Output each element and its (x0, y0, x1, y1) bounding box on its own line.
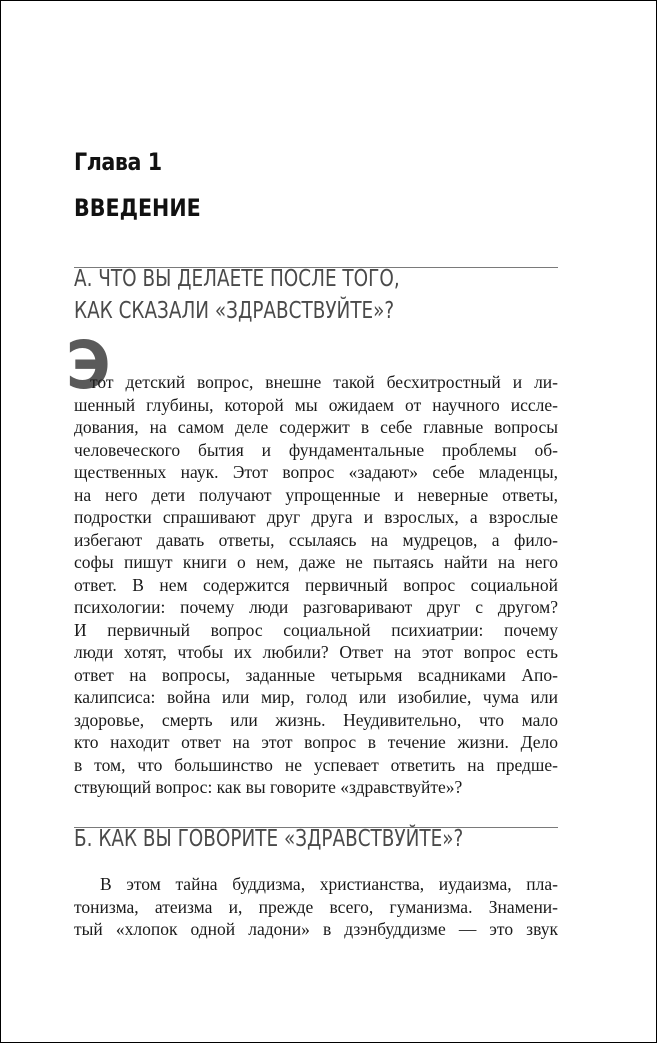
text-line: подростки спрашивают друг друга и взрослых, а взрослые (74, 507, 558, 527)
section-b-title: Б. КАК ВЫ ГОВОРИТЕ «ЗДРАВСТВУЙТЕ»? (74, 826, 464, 852)
text-line: дования, на самом деле содержит в себе главные вопросы (74, 417, 558, 437)
text-line: избегают давать ответы, ссылаясь на мудрецов, а фило- (74, 529, 558, 550)
text-line: И первичный вопрос социальной психиатрии: почему (74, 619, 558, 640)
text-line: ответ на вопросы, заданные четырьмя всадниками Апо- (74, 664, 558, 685)
text-line: тонизма, атеизма и, прежде всего, гуманизма. Знамени- (74, 896, 558, 917)
text-line: здоровье, смерть или жизнь. Неудивительно, что мало (74, 709, 558, 730)
text-line: люди хотят, чтобы их любили? Ответ на этот вопрос есть (74, 642, 558, 662)
text-line: ствующий вопрос: как вы говорите «здравствуйте»? (74, 777, 463, 797)
section-a-title-line2: КАК СКАЗАЛИ «ЗДРАВСТВУЙТЕ»? (74, 298, 395, 324)
text-line: тот детский вопрос, внешне такой бесхитростный и ли- (90, 372, 558, 392)
text-line: шенный глубины, которой мы ожидаем от научного иссле- (74, 394, 558, 415)
text-line: ответ. В нем содержится первичный вопрос социальной (74, 574, 558, 595)
section-a-title-line1: А. ЧТО ВЫ ДЕЛАЕТЕ ПОСЛЕ ТОГО, (74, 266, 400, 292)
text-line: кто находит ответ на этот вопрос в течение жизни. Дело (74, 732, 558, 752)
text-line: щественных наук. Этот вопрос «задают» себе младенцы, (74, 462, 558, 482)
text-line: на него дети получают упрощенные и неверные ответы, (74, 484, 558, 505)
text-line: тый «хлопок одной ладони» в дзэнбуддизме — это звук (74, 919, 558, 939)
text-line: В этом тайна буддизма, христианства, иудаизма, пла- (100, 874, 558, 894)
chapter-number: Глава 1 (74, 148, 162, 176)
section-b-body (74, 873, 558, 941)
chapter-title: ВВЕДЕНИЕ (74, 194, 201, 222)
text-line: человеческого бытия и фундаментальные проблемы об- (74, 439, 558, 460)
text-line: в том, что большинство не успевает ответить на предше- (74, 754, 558, 775)
text-line: калипсиса: война или мир, голод или изобилие, чума или (74, 687, 558, 707)
text-line: софы пишут книги о нем, даже не пытаясь найти на него (74, 552, 558, 572)
drop-cap: Э (66, 327, 111, 404)
section-a-body (74, 371, 558, 799)
text-line: психологии: почему люди разговаривают друг с другом? (74, 597, 558, 617)
